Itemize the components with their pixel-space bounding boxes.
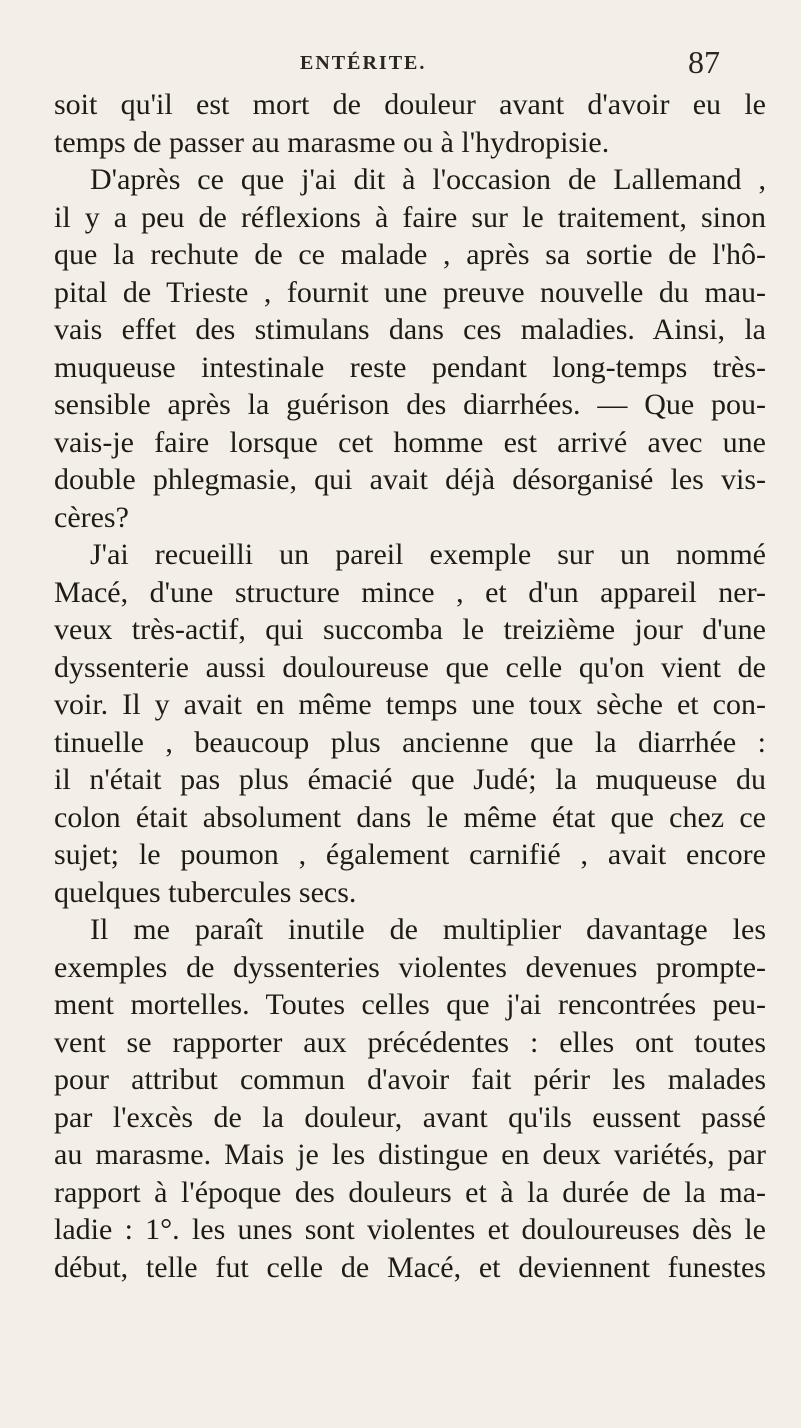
text-line: vais effet des stimulans dans ces maladies. Ainsi, la xyxy=(54,313,766,346)
text-line: voir. Il y avait en même temps une toux sèche et con- xyxy=(54,688,766,721)
text-line: dyssenterie aussi douloureuse que celle qu'on vient de xyxy=(54,650,766,684)
text-line: cères? xyxy=(54,500,129,534)
text-line: pour attribut commun d'avoir fait périr les malades xyxy=(54,1063,766,1096)
text-line: au marasme. Mais je les distingue en deux variétés, par xyxy=(54,1138,766,1171)
text-line: temps de passer au marasme ou à l'hydropisie. xyxy=(54,125,610,159)
text-line: colon était absolument dans le même état que chez ce xyxy=(54,800,766,834)
text-line: il y a peu de réflexions à faire sur le traitement, sinon xyxy=(54,200,766,234)
text-line: muqueuse intestinale reste pendant long-temps très- xyxy=(54,350,766,384)
text-line: J'ai recueilli un pareil exemple sur un nommé xyxy=(90,538,766,571)
running-head: ENTÉRITE. xyxy=(300,52,427,74)
text-line: tinuelle , beaucoup plus ancienne que la diarrhée : xyxy=(54,725,766,759)
text-line: pital de Trieste , fournit une preuve nouvelle du mau- xyxy=(54,275,766,309)
page-header xyxy=(0,44,801,84)
text-line: exemples de dyssenteries violentes devenues prompte- xyxy=(54,950,766,984)
text-line: Il me paraît inutile de multiplier davantage les xyxy=(90,913,766,946)
text-line: ladie : 1°. les unes sont violentes et douloureuses dès le xyxy=(54,1213,766,1246)
text-line: que la rechute de ce malade , après sa sortie de l'hô- xyxy=(54,238,766,271)
text-line: soit qu'il est mort de douleur avant d'avoir eu le xyxy=(54,88,766,121)
text-line: double phlegmasie, qui avait déjà désorganisé les vis- xyxy=(54,463,766,496)
page-number: 87 xyxy=(688,44,720,80)
text-line: rapport à l'époque des douleurs et à la durée de la ma- xyxy=(54,1175,766,1209)
text-line: quelques tubercules secs. xyxy=(54,875,357,909)
text-line: D'après ce que j'ai dit à l'occasion de Lallemand , xyxy=(90,163,766,196)
body-text xyxy=(54,86,766,1286)
text-line: Macé, d'une structure mince , et d'un appareil ner- xyxy=(54,575,766,609)
text-line: il n'était pas plus émacié que Judé; la muqueuse du xyxy=(54,763,766,796)
text-line: début, telle fut celle de Macé, et deviennent funestes xyxy=(54,1250,766,1284)
text-line: sensible après la guérison des diarrhées. — Que pou- xyxy=(54,388,766,421)
text-line: veux très-actif, qui succomba le treizième jour d'une xyxy=(54,613,766,646)
text-line: ment mortelles. Toutes celles que j'ai rencontrées peu- xyxy=(54,988,766,1021)
text-line: par l'excès de la douleur, avant qu'ils eussent passé xyxy=(54,1100,766,1134)
text-line: vent se rapporter aux précédentes : elles ont toutes xyxy=(54,1025,766,1059)
text-line: vais-je faire lorsque cet homme est arrivé avec une xyxy=(54,425,766,459)
text-line: sujet; le poumon , également carnifié , avait encore xyxy=(54,838,766,871)
